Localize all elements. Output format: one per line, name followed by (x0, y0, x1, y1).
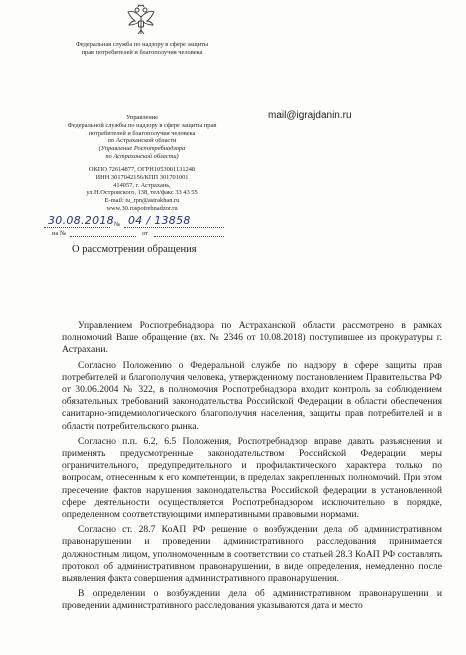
sender-short-name: по Астраханской области) (105, 152, 179, 160)
reply-number-rule (70, 236, 136, 237)
body-paragraph: Согласно Положению о Федеральной службе по надзору в сфере защиты прав потребителей и благополучия человека, утвержденному постановлением Правительства РФ от 30.06.2004 № 322, в полномочия Роспотребнадзора входит контроль за соблюдением обязательных требований законодательства Российской Федерации в области обеспечения санитарно-эпидемиологического благополучия населения, защиты прав потребителей и в области потребительского рынка. (62, 359, 442, 432)
sender-block (22, 114, 262, 161)
sender-contacts (22, 166, 262, 213)
body-paragraph: Согласно п.п. 6.2, 6.5 Положения, Роспотребнадзор вправе давать разъяснения и применять предусмотренные законодательством Российской Федерации меры ограничительного, предупредительного и профилактического характера только по вопросам, отнесенным к его компетенции, в пределах закрепленных полномочий. При этом пресечение фактов нарушения законодательства Российской федерации в установленной сфере деятельности осуществляется Роспотребнадзором исключительно в порядке, определенном соответствующими императивными правовыми нормами. (62, 435, 442, 521)
double-headed-eagle-emblem (126, 4, 156, 38)
contact-email: E-mail: tu_rpn@astrakhan.ru (104, 197, 180, 205)
date-rule (44, 227, 110, 228)
registration-line (44, 216, 234, 236)
reply-to-label: на № (52, 230, 67, 237)
body-paragraph: Управлением Роспотребнадзора по Астраханской области рассмотрено в рамках полномочий Ваше обращение (вх. № 2346 от 10.08.2018) поступившее из прокуратуры г. Астрахани. (62, 320, 442, 356)
sender-line: Управление (125, 114, 159, 121)
handwritten-number: 04 / 13858 (128, 214, 191, 227)
from-label: от (142, 230, 149, 237)
contact-line: ИНН 3017042156/КПП 301701001 (95, 173, 189, 181)
sender-short-name: (Управление Роспотребнадзора (98, 145, 186, 153)
letter-body (62, 320, 442, 616)
recipient-email: mail@igrajdanin.ru (268, 110, 352, 121)
agency-line: прав потребителей и благополучия человека (81, 48, 203, 56)
number-rule (124, 227, 224, 228)
letter-subject: О рассмотрении обращения (72, 244, 197, 255)
agency-name (22, 41, 262, 57)
from-rule (154, 236, 224, 237)
handwritten-date: 30.08.2018 (48, 214, 114, 227)
contact-website: www.30.rospotrebnadzor.ru (106, 204, 178, 212)
number-label: № (114, 221, 121, 228)
contact-line: 414057, г. Астрахань, (113, 181, 171, 189)
body-paragraph: В определении о возбуждении дела об административном правонарушении и проведении административного расследования указываются дата и место (62, 588, 442, 612)
contact-line: ОКПО 72614877, ОГРН1053001131248 (88, 166, 196, 173)
sender-line: потребителей и благополучия человека (88, 129, 196, 137)
body-paragraph: Согласно ст. 28.7 КоАП РФ решение о возбуждении дела об административном правонарушении и проведении административного расследования принимается должностным лицом, уполномоченным в соответствии со статьей 28.3 КоАП РФ составлять протокол об административном правонарушении, в виде определения, немедленно после выявления факта совершения административного правонарушения. (62, 524, 442, 585)
sender-line: по Астраханской области (107, 137, 177, 145)
contact-line: ул.Н.Островского, 138, тел/факс 33 43 55 (86, 189, 198, 197)
agency-line: Федеральная служба по надзору в сфере защиты (75, 41, 209, 48)
sender-line: Федеральной службы по надзору в сфере защиты прав (67, 121, 217, 129)
